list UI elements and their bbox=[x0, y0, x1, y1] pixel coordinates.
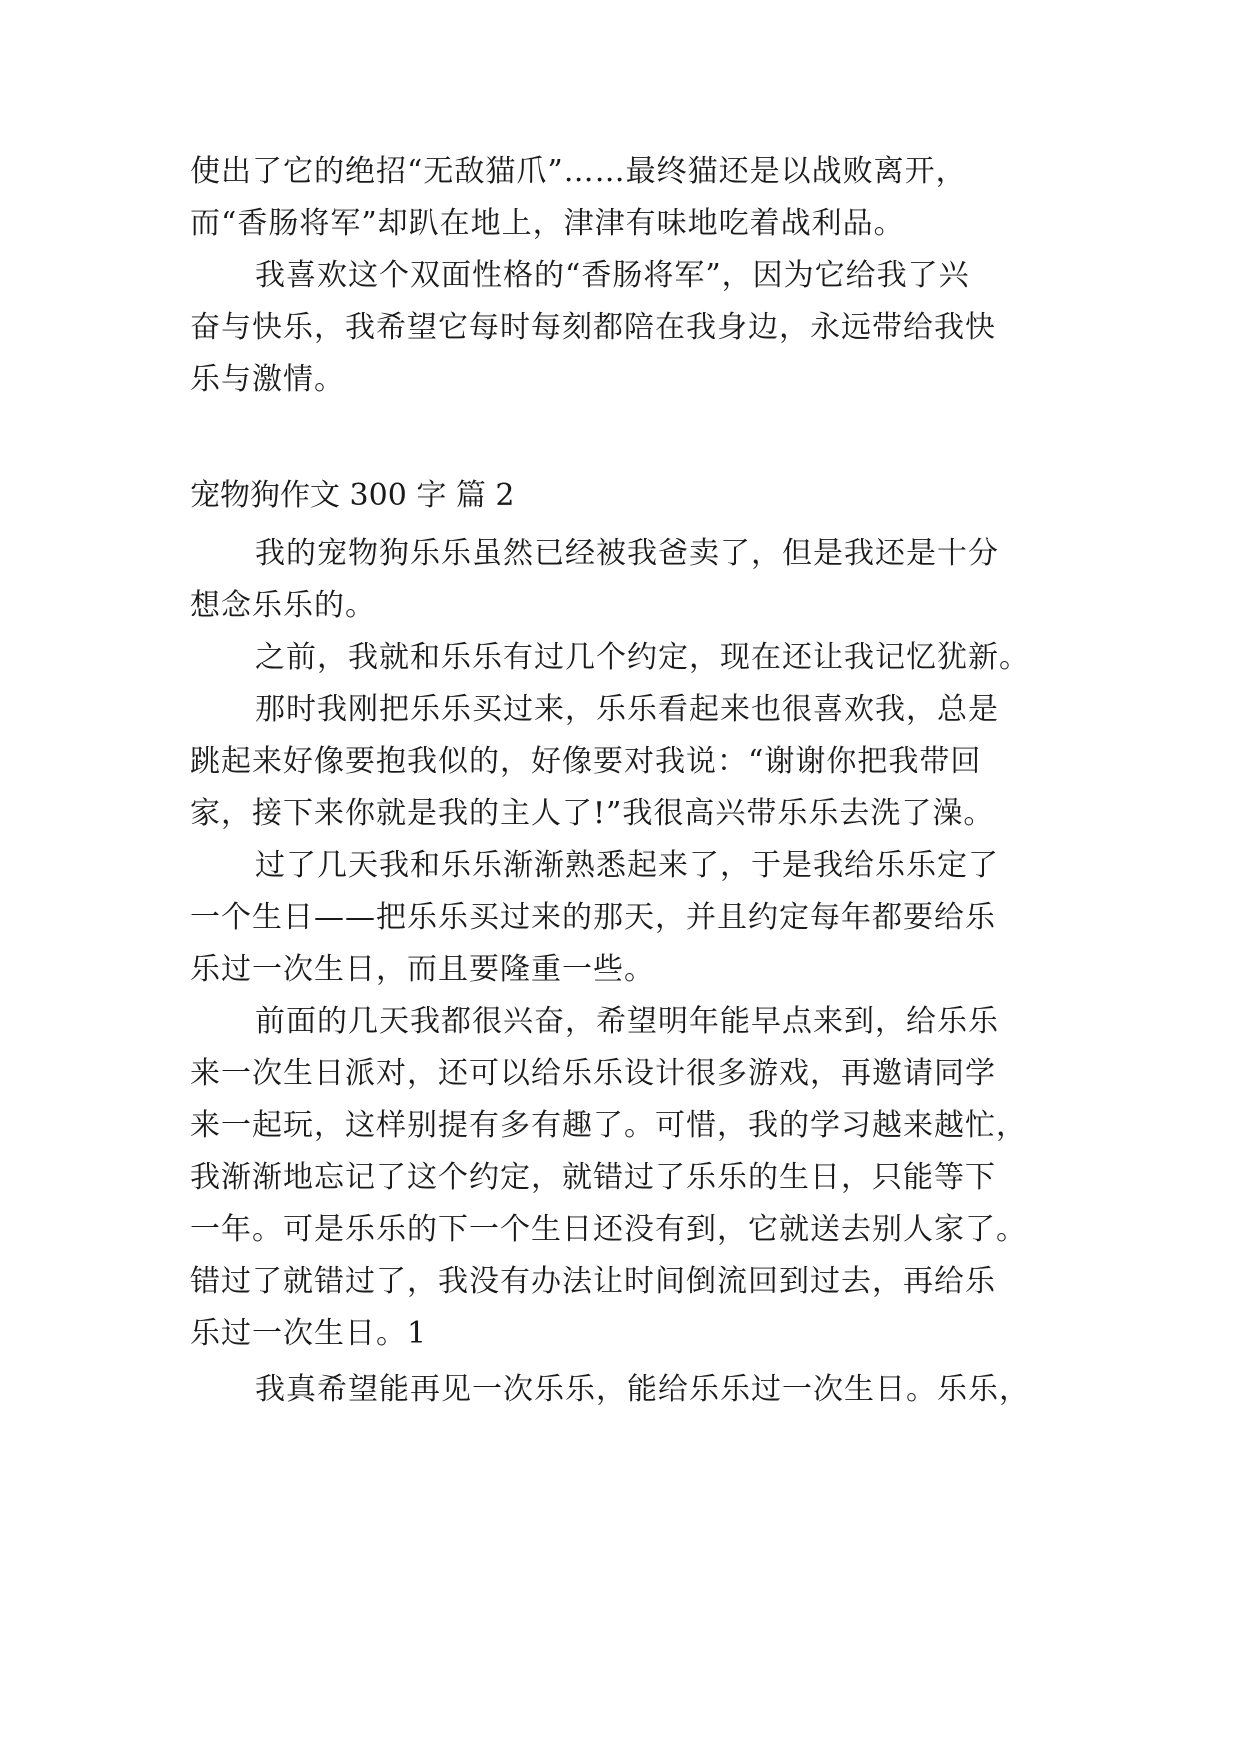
paragraph-line: 那时我刚把乐乐买过来，乐乐看起来也很喜欢我，总是 bbox=[255, 692, 999, 727]
paragraph-line: 来一次生日派对，还可以给乐乐设计很多游戏，再邀请同学 bbox=[190, 1056, 996, 1091]
paragraph-line: 想念乐乐的。 bbox=[190, 588, 376, 623]
paragraph-line: 来一起玩，这样别提有多有趣了。可惜，我的学习越来越忙， bbox=[190, 1108, 1027, 1143]
paragraph-line: 而“香肠将军”却趴在地上，津津有味地吃着战利品。 bbox=[190, 206, 905, 241]
paragraph-line: 之前，我就和乐乐有过几个约定，现在还让我记忆犹新。 bbox=[255, 640, 1030, 675]
paragraph-line: 一年。可是乐乐的下一个生日还没有到，它就送去别人家了。 bbox=[190, 1212, 1027, 1247]
paragraph-line: 我真希望能再见一次乐乐，能给乐乐过一次生日。乐乐， bbox=[255, 1372, 1030, 1407]
paragraph-line: 我渐渐地忘记了这个约定，就错过了乐乐的生日，只能等下 bbox=[190, 1160, 996, 1195]
paragraph-line: 错过了就错过了，我没有办法让时间倒流回到过去，再给乐 bbox=[190, 1264, 996, 1299]
paragraph-line: 乐过一次生日，而且要隆重一些。 bbox=[190, 952, 655, 987]
paragraph-line: 前面的几天我都很兴奋，希望明年能早点来到，给乐乐 bbox=[255, 1004, 999, 1039]
paragraph-line: 我的宠物狗乐乐虽然已经被我爸卖了，但是我还是十分 bbox=[255, 536, 999, 571]
paragraph-line: 家，接下来你就是我的主人了!”我很高兴带乐乐去洗了澡。 bbox=[190, 796, 995, 831]
paragraph-line: 跳起来好像要抱我似的，好像要对我说：“谢谢你把我带回 bbox=[190, 744, 982, 779]
paragraph-line: 乐与激情。 bbox=[190, 362, 345, 397]
paragraph-line: 我喜欢这个双面性格的“香肠将军”，因为它给我了兴 bbox=[255, 258, 970, 293]
paragraph-line: 一个生日——把乐乐买过来的那天，并且约定每年都要给乐 bbox=[190, 900, 996, 935]
paragraph-line: 乐过一次生日。1 bbox=[190, 1316, 428, 1351]
paragraph-line: 使出了它的绝招“无敌猫爪”……最终猫还是以战败离开， bbox=[190, 154, 967, 189]
paragraph-line: 过了几天我和乐乐渐渐熟悉起来了，于是我给乐乐定了 bbox=[255, 848, 999, 883]
section-title: 宠物狗作文 300 字 篇 2 bbox=[190, 478, 515, 513]
paragraph-line: 奋与快乐，我希望它每时每刻都陪在我身边，永远带给我快 bbox=[190, 310, 996, 345]
